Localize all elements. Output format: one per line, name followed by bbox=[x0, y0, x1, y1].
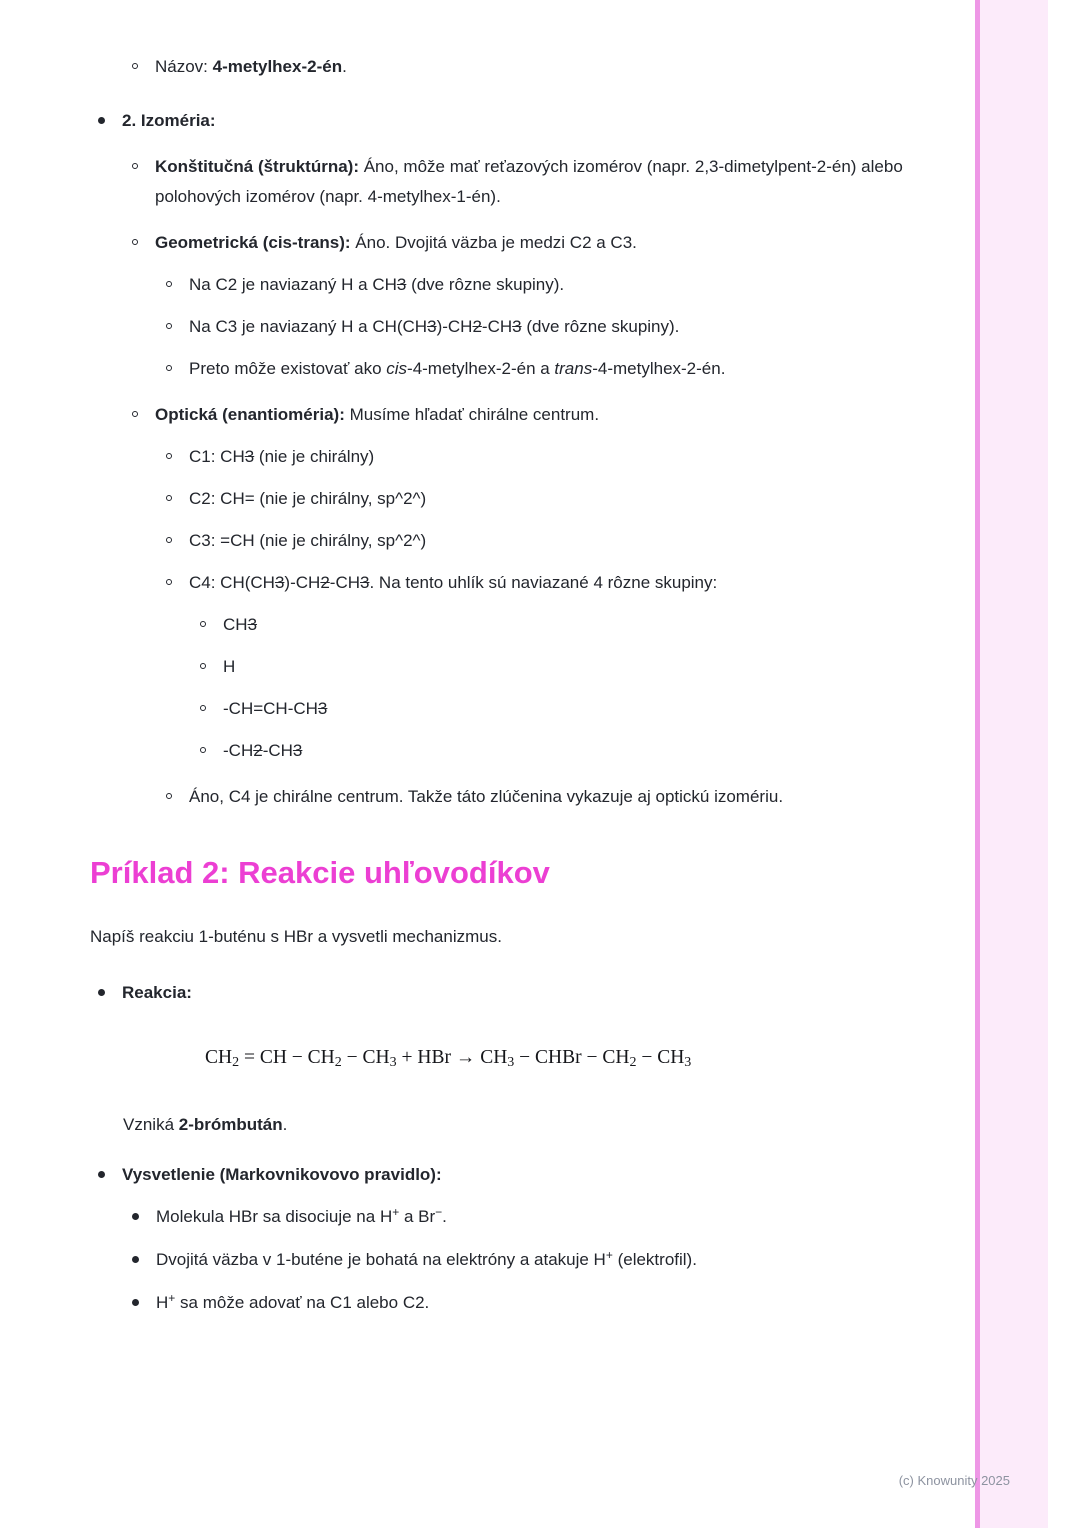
text-segment: . bbox=[342, 57, 347, 76]
list-item bbox=[132, 152, 985, 212]
bullet-circle-marker bbox=[200, 663, 206, 669]
bullet-circle-marker bbox=[166, 281, 172, 287]
list-item-text bbox=[189, 354, 985, 384]
list-item-text bbox=[223, 736, 985, 766]
list-item bbox=[98, 1160, 985, 1190]
text-segment: C3: =CH (nie je chirálny, sp^2^) bbox=[189, 531, 427, 550]
text-segment: sa môže adovať na C1 alebo C2. bbox=[175, 1293, 430, 1312]
text-segment: -CH bbox=[262, 741, 293, 760]
list-item-text bbox=[223, 652, 985, 682]
text-segment: + bbox=[605, 1248, 613, 1262]
list-item bbox=[166, 354, 985, 384]
list-item-text bbox=[156, 1288, 985, 1319]
text-segment: Áno, môže mať reťazových izomérov (napr. 2,3-dimetylpent-2-én) alebo polohových izomérov (napr. 4-metylhex-1-én). bbox=[155, 157, 903, 206]
list-item bbox=[166, 568, 985, 598]
list-item bbox=[166, 526, 985, 556]
text-segment: H bbox=[156, 1293, 169, 1312]
list-item-text bbox=[155, 228, 985, 258]
bullet-disc-marker bbox=[132, 1299, 139, 1306]
text-segment: + bbox=[392, 1205, 400, 1219]
bullet-circle-marker bbox=[132, 163, 138, 169]
text-segment: Názov: bbox=[155, 57, 213, 76]
text-segment: )-CH bbox=[284, 573, 321, 592]
list-item-text bbox=[155, 152, 985, 212]
list-item bbox=[132, 1202, 985, 1233]
bullet-circle-marker bbox=[132, 63, 138, 69]
text-segment: 2 bbox=[472, 317, 482, 336]
text-segment: 3 bbox=[512, 317, 522, 336]
text-segment: Optická (enantioméria): bbox=[155, 405, 345, 424]
bullet-circle-marker bbox=[132, 239, 138, 245]
text-segment: trans bbox=[554, 359, 593, 378]
text-segment: 3 bbox=[507, 1055, 515, 1070]
list-item-text bbox=[189, 270, 985, 300]
text-segment: -CH=CH-CH bbox=[223, 699, 318, 718]
bullet-disc-marker bbox=[98, 1171, 105, 1178]
text-segment: Na C3 je naviazaný H a CH(CH bbox=[189, 317, 428, 336]
text-segment: CH bbox=[205, 1047, 233, 1068]
text-segment: (elektrofil). bbox=[612, 1250, 697, 1269]
bullet-circle-marker bbox=[166, 793, 172, 799]
text-segment: -4-metylhex-2-én. bbox=[592, 359, 726, 378]
list-item-text bbox=[156, 1245, 985, 1276]
bullet-circle-marker bbox=[200, 705, 206, 711]
text-segment: 3 bbox=[389, 1055, 397, 1070]
text-segment: 3 bbox=[274, 573, 285, 592]
bullet-disc-marker bbox=[132, 1213, 139, 1220]
text-segment: + bbox=[168, 1291, 176, 1305]
list-item bbox=[200, 694, 985, 724]
list-item-text bbox=[156, 1202, 985, 1233]
text-segment: C1: CH bbox=[189, 447, 245, 466]
text-segment: Áno. Dvojitá väzba je medzi C2 a C3. bbox=[350, 233, 637, 252]
text-segment: 2-brómbután bbox=[178, 1115, 283, 1134]
chemical-equation bbox=[205, 1044, 985, 1074]
text-segment: 2. Izoméria: bbox=[122, 111, 216, 130]
document-blocks bbox=[0, 52, 1080, 1331]
list-item bbox=[166, 312, 985, 342]
text-segment: cis bbox=[386, 359, 408, 378]
list-item bbox=[200, 610, 985, 640]
bullet-circle-marker bbox=[166, 579, 172, 585]
text-segment: C4: CH(CH bbox=[189, 573, 275, 592]
text-segment: (dve rôzne skupiny). bbox=[406, 275, 565, 294]
list-item bbox=[166, 270, 985, 300]
text-segment: CH bbox=[223, 615, 248, 634]
text-segment: -CH bbox=[329, 573, 360, 592]
text-segment: Vzniká bbox=[123, 1115, 179, 1134]
list-item-text bbox=[122, 978, 985, 1008]
text-segment: 3 bbox=[684, 1055, 692, 1070]
list-item-text bbox=[223, 694, 985, 724]
text-segment: -CH bbox=[223, 741, 254, 760]
text-segment: + HBr → CH bbox=[396, 1047, 508, 1068]
list-item bbox=[132, 52, 985, 82]
list-item-text bbox=[189, 484, 985, 514]
text-segment: 2 bbox=[320, 573, 330, 592]
text-segment: H bbox=[223, 657, 236, 676]
list-item bbox=[132, 1245, 985, 1276]
text-segment: 2 bbox=[629, 1055, 637, 1070]
list-item bbox=[98, 106, 985, 136]
text-segment: . bbox=[282, 1115, 288, 1134]
text-segment: Dvojitá väzba v 1-buténe je bohatá na elektróny a atakuje H bbox=[156, 1250, 606, 1269]
list-item-text bbox=[122, 1160, 985, 1190]
text-segment: Geometrická (cis-trans): bbox=[155, 233, 351, 252]
text-segment: 3 bbox=[360, 573, 370, 592]
section-heading: Príklad 2: Reakcie uhľovodíkov bbox=[90, 855, 550, 890]
text-segment: -CH bbox=[481, 317, 513, 336]
text-segment: Na C2 je naviazaný H a CH bbox=[189, 275, 397, 294]
text-segment: − CH bbox=[636, 1047, 685, 1068]
list-item-text bbox=[155, 52, 985, 82]
text-segment: Molekula HBr sa disociuje na H bbox=[156, 1207, 393, 1226]
bullet-circle-marker bbox=[132, 411, 138, 417]
text-segment: Konštitučná (štruktúrna): bbox=[155, 157, 359, 176]
list-item bbox=[166, 484, 985, 514]
text-segment: Vysvetlenie (Markovnikovovo pravidlo): bbox=[122, 1165, 442, 1184]
list-item-text bbox=[155, 400, 985, 430]
text-segment: = CH − CH bbox=[239, 1047, 335, 1068]
text-segment: . bbox=[442, 1207, 447, 1226]
list-item-text bbox=[223, 610, 985, 640]
list-item bbox=[166, 442, 985, 472]
bullet-disc-marker bbox=[98, 117, 105, 124]
text-segment: 2 bbox=[253, 741, 263, 760]
list-item-text bbox=[189, 526, 985, 556]
text-segment: 2 bbox=[232, 1055, 240, 1070]
text-segment: 3 bbox=[292, 741, 303, 760]
list-item bbox=[132, 228, 985, 258]
text-segment: 3 bbox=[396, 275, 407, 294]
bullet-circle-marker bbox=[166, 365, 172, 371]
text-segment: . Na tento uhlík sú naviazané 4 rôzne skupiny: bbox=[369, 573, 718, 592]
text-segment: − bbox=[435, 1205, 443, 1219]
bullet-disc-marker bbox=[132, 1256, 139, 1263]
list-item bbox=[200, 652, 985, 682]
text-segment: 3 bbox=[244, 447, 255, 466]
text-segment: (nie je chirálny) bbox=[254, 447, 375, 466]
bullet-circle-marker bbox=[166, 453, 172, 459]
text-segment: -4-metylhex-2-én a bbox=[407, 359, 555, 378]
bullet-circle-marker bbox=[200, 747, 206, 753]
list-item bbox=[166, 782, 985, 812]
list-item-text bbox=[122, 106, 985, 136]
text-segment: )-CH bbox=[436, 317, 473, 336]
list-item bbox=[200, 736, 985, 766]
text-segment: Musíme hľadať chirálne centrum. bbox=[344, 405, 600, 424]
list-item bbox=[98, 978, 985, 1008]
text-segment: − CHBr − CH bbox=[514, 1047, 630, 1068]
list-item-text bbox=[189, 568, 985, 598]
text-segment: 3 bbox=[427, 317, 437, 336]
text-segment: − CH bbox=[341, 1047, 390, 1068]
bullet-circle-marker bbox=[166, 537, 172, 543]
bullet-circle-marker bbox=[166, 495, 172, 501]
text-segment: Napíš reakciu 1-buténu s HBr a vysvetli mechanizmus. bbox=[90, 927, 502, 946]
list-item-text bbox=[189, 442, 985, 472]
text-segment: Áno, C4 je chirálne centrum. Takže táto zlúčenina vykazuje aj optickú izomériu. bbox=[189, 787, 784, 806]
text-segment: Preto môže existovať ako bbox=[189, 359, 387, 378]
bullet-disc-marker bbox=[98, 989, 105, 996]
text-segment: a Br bbox=[399, 1207, 436, 1226]
text-segment: Reakcia: bbox=[122, 983, 192, 1002]
text-segment: C2: CH= (nie je chirálny, sp^2^) bbox=[189, 489, 427, 508]
footer-credit: (c) Knowunity 2025 bbox=[898, 1473, 1010, 1488]
list-item bbox=[132, 1288, 985, 1319]
bullet-circle-marker bbox=[166, 323, 172, 329]
text-segment: 3 bbox=[317, 699, 328, 718]
bullet-circle-marker bbox=[200, 621, 206, 627]
text-segment: (dve rôzne skupiny). bbox=[521, 317, 680, 336]
paragraph bbox=[90, 922, 985, 952]
list-item bbox=[132, 400, 985, 430]
paragraph-indented bbox=[123, 1110, 985, 1140]
list-item-text bbox=[189, 782, 985, 812]
text-segment: 4-metylhex-2-én bbox=[212, 57, 343, 76]
text-segment: 2 bbox=[334, 1055, 342, 1070]
text-segment: 3 bbox=[247, 615, 258, 634]
list-item-text bbox=[189, 312, 985, 342]
